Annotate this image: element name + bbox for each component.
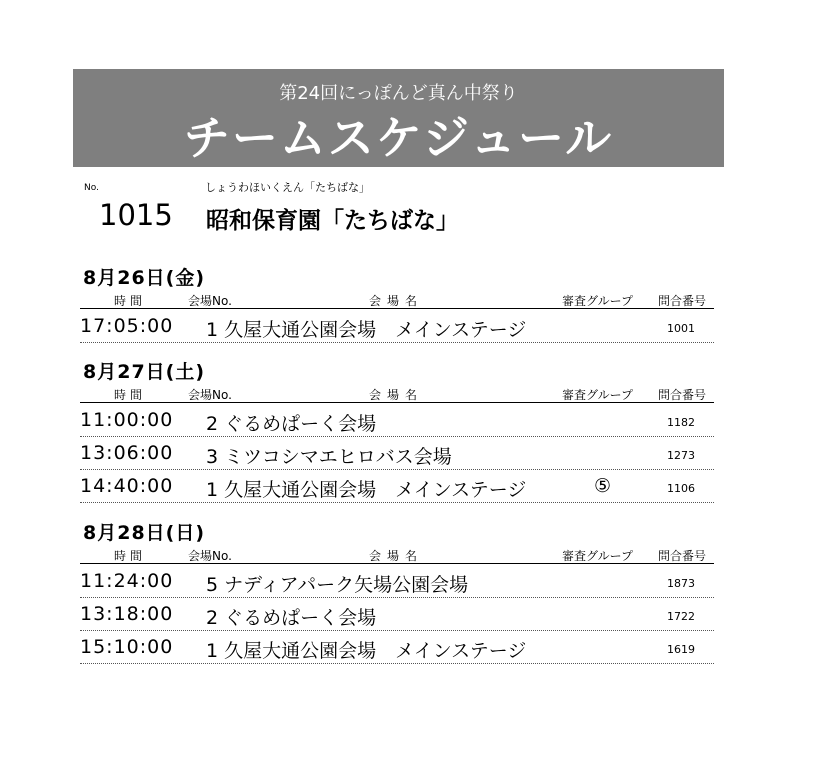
row-inquiry: 1873	[667, 577, 695, 590]
day-title: 8月26日(金)	[83, 267, 206, 289]
schedule-row	[80, 404, 714, 437]
row-venue: 2 ぐるめぱーく会場	[206, 607, 377, 629]
column-venue-no: 会場No.	[188, 388, 232, 402]
day-title: 8月28日(日)	[83, 522, 206, 544]
column-time: 時間	[114, 388, 147, 402]
column-header	[80, 292, 714, 309]
schedule-row	[80, 437, 714, 470]
column-venue-no: 会場No.	[188, 294, 232, 308]
row-venue: 1 久屋大通公園会場 メインステージ	[206, 479, 527, 501]
team-name-reading: しょうわほいくえん「たちばな」	[205, 181, 370, 194]
column-venue: 会場名	[369, 388, 424, 402]
schedule-row	[80, 470, 714, 503]
row-group: ⑤	[594, 475, 612, 497]
header-banner	[73, 69, 724, 167]
column-inquiry: 問合番号	[658, 294, 707, 308]
row-inquiry: 1106	[667, 482, 695, 495]
row-time: 14:40:00	[80, 475, 174, 497]
row-time: 11:24:00	[80, 570, 174, 592]
column-group: 審査グループ	[562, 294, 634, 308]
row-inquiry: 1182	[667, 416, 695, 429]
column-inquiry: 問合番号	[658, 549, 707, 563]
team-number-label: No.	[84, 183, 99, 193]
row-time: 13:18:00	[80, 603, 174, 625]
day-title: 8月27日(土)	[83, 361, 206, 383]
schedule-row	[80, 565, 714, 598]
team-number: 1015	[99, 198, 173, 232]
column-venue: 会場名	[369, 294, 424, 308]
row-venue: 2 ぐるめぱーく会場	[206, 413, 377, 435]
column-venue: 会場名	[369, 549, 424, 563]
column-group: 審査グループ	[562, 549, 634, 563]
day-section-3	[80, 518, 716, 668]
row-inquiry: 1001	[667, 322, 695, 335]
row-venue: 5 ナディアパーク矢場公園会場	[206, 574, 469, 596]
schedule-row	[80, 598, 714, 631]
schedule-row	[80, 310, 714, 343]
row-venue: 1 久屋大通公園会場 メインステージ	[206, 319, 527, 341]
column-time: 時間	[114, 549, 147, 563]
row-time: 17:05:00	[80, 315, 174, 337]
column-venue-no: 会場No.	[188, 549, 232, 563]
row-inquiry: 1722	[667, 610, 695, 623]
row-inquiry: 1273	[667, 449, 695, 462]
page-title: チームスケジュール	[183, 111, 614, 165]
row-time: 13:06:00	[80, 442, 174, 464]
column-inquiry: 問合番号	[658, 388, 707, 402]
row-time: 11:00:00	[80, 409, 174, 431]
day-section-2	[80, 357, 716, 507]
row-venue: 1 久屋大通公園会場 メインステージ	[206, 640, 527, 662]
festival-subtitle: 第24回にっぽんど真ん中祭り	[279, 83, 518, 104]
column-time: 時間	[114, 294, 147, 308]
column-header	[80, 547, 714, 564]
team-name: 昭和保育園「たちばな」	[206, 208, 459, 234]
day-section-1	[80, 263, 716, 363]
row-venue: 3 ミツコシマエヒロバス会場	[206, 446, 452, 468]
column-group: 審査グループ	[562, 388, 634, 402]
schedule-row	[80, 631, 714, 664]
row-inquiry: 1619	[667, 643, 695, 656]
row-time: 15:10:00	[80, 636, 174, 658]
column-header	[80, 386, 714, 403]
